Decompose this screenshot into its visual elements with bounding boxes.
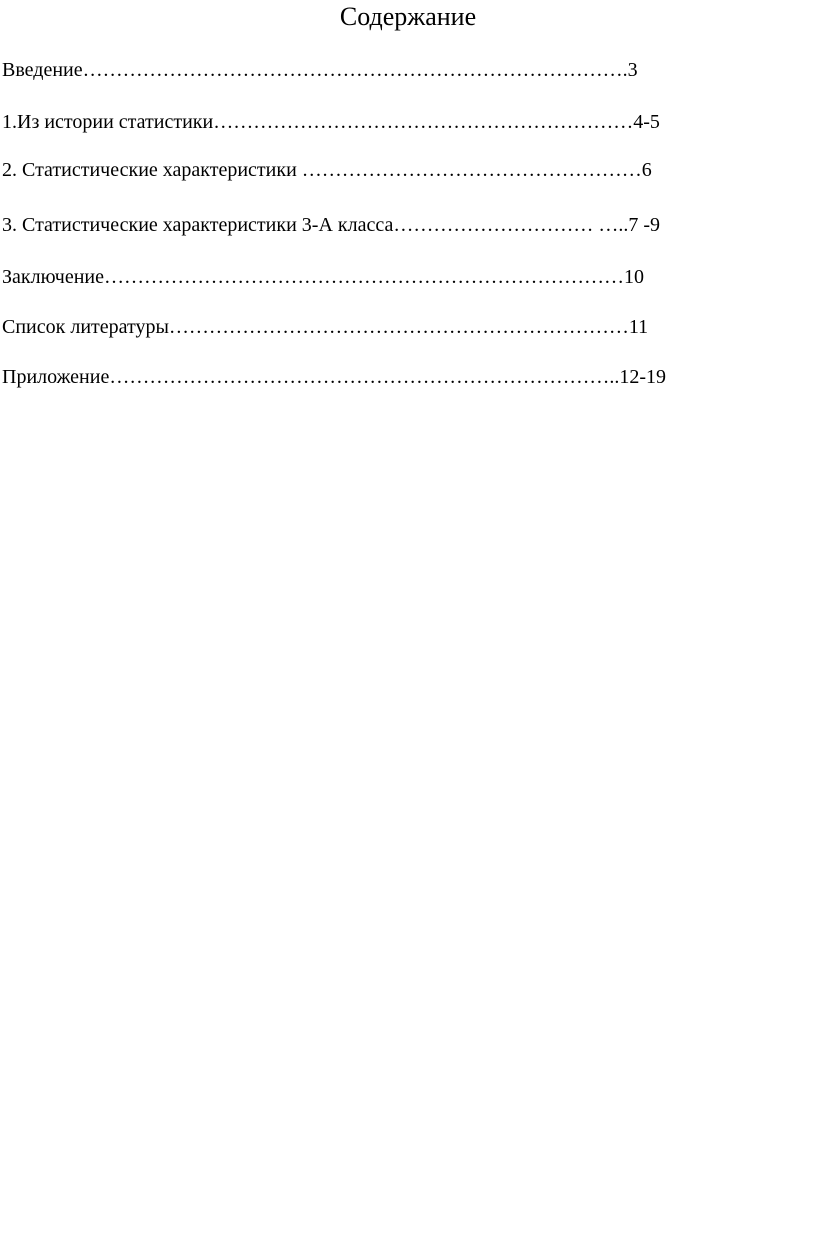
toc-entry-history: 1.Из истории статистики………………………………………………………4-5 bbox=[2, 111, 660, 133]
toc-entry-conclusion: Заключение……………………………………………………………………10 bbox=[2, 266, 644, 288]
toc-entry-references: Список литературы……………………………………………………………11 bbox=[2, 316, 649, 338]
toc-entry-introduction: Введение……………………………………………………………………….3 bbox=[2, 59, 638, 81]
toc-entry-statistical-characteristics: 2. Статистические характеристики ……………………………………………6 bbox=[2, 159, 652, 181]
toc-entry-class-characteristics: 3. Статистические характеристики 3-А класса………………………… …..7 -9 bbox=[2, 214, 661, 236]
page-title: Содержание bbox=[339, 2, 477, 31]
toc-entry-appendix: Приложение…………………………………………………………………..12-19 bbox=[2, 366, 667, 388]
